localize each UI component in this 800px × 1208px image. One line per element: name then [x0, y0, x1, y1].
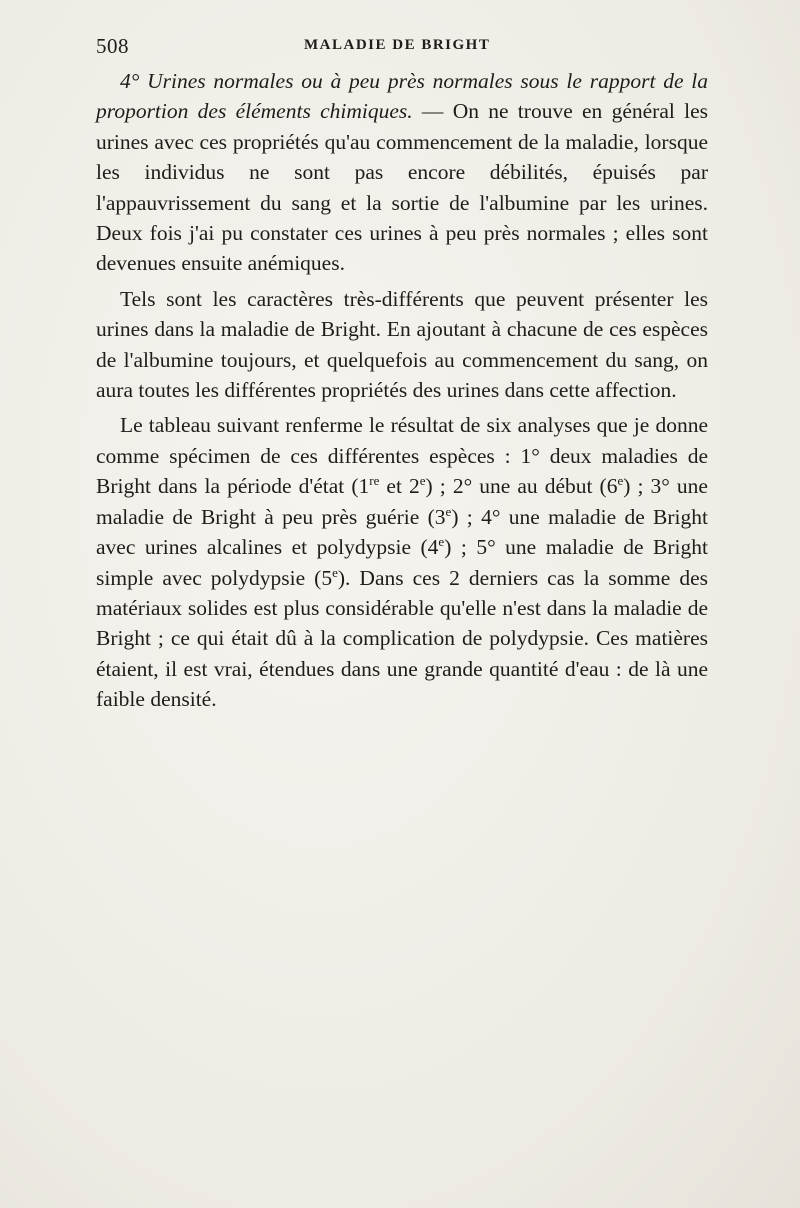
paragraph-tableau	[96, 410, 708, 714]
paragraph-body: Tels sont les caractères très-différents que peuvent présenter les urines dans la maladie de Bright. En ajoutant à chacune de ces espèces de l'albumine toujours, et quelquefois au commencement du sang, on aura toutes les différentes propriétés des urines dans cette affection.	[96, 286, 708, 403]
ordinal-superscript: e	[419, 473, 426, 489]
paragraph-segment: ) ; 2° une au début (6	[425, 474, 618, 499]
paragraph-segment: ) ; 4° une maladie de Bright avec urines alcalines et polydypsie (4	[96, 504, 709, 560]
ordinal-superscript: e	[617, 473, 624, 489]
paragraph-urines-normales	[96, 66, 708, 279]
ordinal-superscript: e	[445, 503, 452, 519]
ordinal-superscript: e	[332, 564, 338, 580]
paragraph-segment: ) ; 5° une maladie de Bright simple avec polydypsie (5	[96, 535, 708, 590]
ordinal-superscript: re	[369, 473, 380, 489]
body-text	[96, 66, 708, 715]
paragraph-segment: et 2	[379, 474, 420, 499]
page-number: 508	[96, 34, 129, 58]
paragraph-lead-italic: 4° Urines normales ou à peu près normales sous le rapport de la proportion des éléments chimiques.	[96, 69, 708, 124]
paragraph-segment: Le tableau suivant renferme le résultat de six analyses que je donne comme spécimen de ces différentes espèces : 1° deux maladies de Bright dans la période d'état (1	[96, 413, 708, 499]
paragraph-segment: ). Dans ces 2 derniers cas la somme des matériaux solides est plus considérable qu'elle n'est dans la maladie de Bright ; ce qui était dû à la complication de polydypsie. Ces matières étaient, il est vrai, étendues dans une grande quantité d'eau : de là une faible densité.	[96, 565, 709, 712]
paragraph-body: — On ne trouve en général les urines avec ces propriétés qu'au commencement de la maladie, lorsque les individus ne sont pas encore débilités, épuisés par l'appauvrissement du sang et la sortie de l'albumine par les urines. Deux fois j'ai pu constater ces urines à peu près normales ; elles sont devenues ensuite anémiques.	[96, 99, 708, 276]
page-header	[96, 34, 708, 62]
paragraph-segment: ) ; 3° une maladie de Bright à peu près guérie (3	[96, 474, 708, 529]
paragraph-caracteres	[96, 284, 708, 406]
ordinal-superscript: e	[438, 533, 445, 549]
running-head: MALADIE DE BRIGHT	[304, 37, 491, 53]
